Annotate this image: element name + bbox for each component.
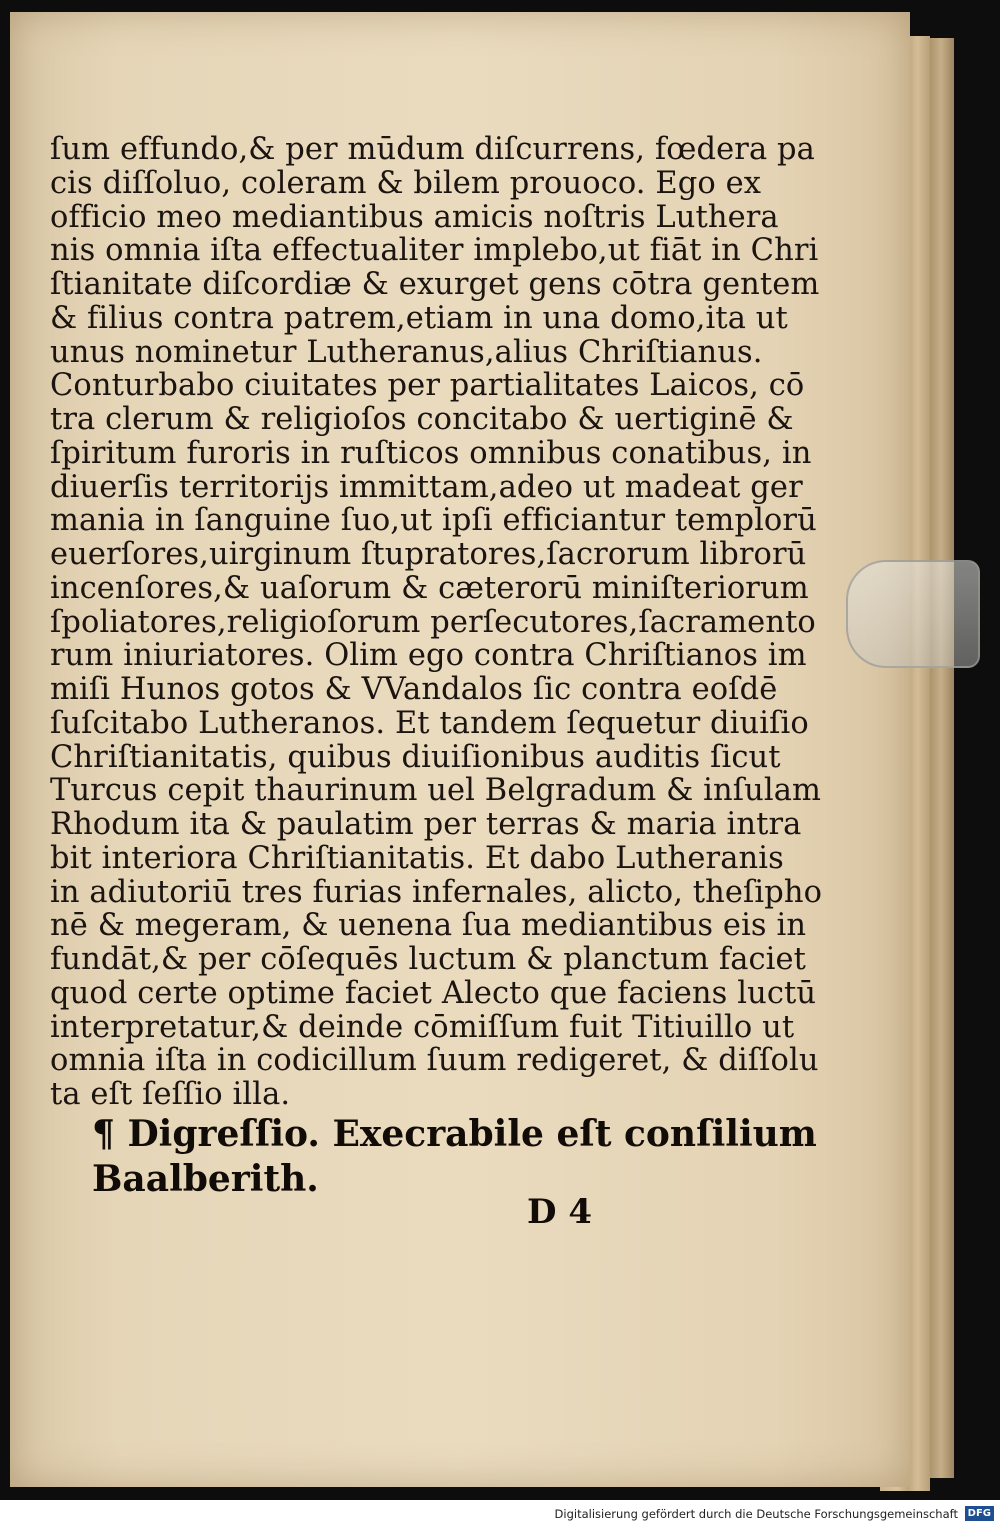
text-line: ſpiritum furoris in ruſticos omnibus conatibus, in: [50, 435, 812, 471]
text-line: ta eſt ſeſſio illa.: [50, 1077, 291, 1112]
text-line: in adiutoriū tres furias infernales, alicto, theſipho: [50, 874, 823, 910]
text-line: ſtianitate diſcordiæ & exurget gens cōtra gentem: [50, 267, 820, 302]
text-line: miſi Hunos gotos & VVandalos ſic contra eoſdē: [50, 672, 778, 707]
text-line: unus nominetur Lutheranus,alius Chriſtianus.: [50, 334, 763, 370]
text-line: ſpoliatores,religioſorum perſecutores,ſacramento: [50, 604, 816, 640]
text-line: cis diſſoluo, coleram & bilem prouoco. Ego ex: [50, 165, 762, 201]
text-line: interpretatur,& deinde cōmiſſum fuit Titiuillo ut: [50, 1009, 795, 1045]
text-line: quod certe optime faciet Alecto que faciens luctū: [50, 975, 817, 1011]
text-line: diuerſis territorijs immittam,adeo ut madeat ger: [50, 469, 803, 505]
footer-credit: Digitalisierung gefördert durch die Deutsche Forschungsgemeinschaft: [554, 1507, 958, 1521]
page-edge-back: [928, 38, 954, 1478]
text-line: euerſores,uirginum ſtupratores,ſacrorum librorū: [50, 537, 807, 572]
text-line: mania in ſanguine ſuo,ut ipſi efficiantur templorū: [50, 503, 817, 539]
text-line: incenſores,& uaſorum & cæterorū miniſteriorum: [50, 570, 809, 606]
text-line: officio meo mediantibus amicis noſtris Luthera: [50, 199, 779, 235]
text-line: & filius contra patrem,etiam in una domo,ita ut: [50, 300, 788, 336]
text-line: bit interiora Chriſtianitatis. Et dabo Lutheranis: [50, 840, 784, 876]
text-line: Rhodum ita & paulatim per terras & maria intra: [50, 807, 802, 842]
book-clip: [846, 560, 980, 668]
text-line: ſum effundo,& per mūdum diſcurrens, fœdera pa: [50, 132, 815, 167]
text-line: Turcus cepit thaurinum uel Belgradum & inſulam: [50, 773, 822, 809]
section-heading: [92, 1112, 817, 1202]
text-line: tra clerum & religioſos concitabo & uertiginē &: [50, 402, 794, 437]
heading-line: Baalberith.: [92, 1158, 319, 1200]
text-line: nē & megeram, & uenena ſua mediantibus eis in: [50, 908, 807, 944]
text-line: omnia iſta in codicillum ſuum redigeret, & diſſolu: [50, 1043, 819, 1079]
footer-bar: [0, 1500, 1000, 1528]
signature-mark: D 4: [527, 1192, 592, 1232]
dfg-logo: DFG: [965, 1506, 994, 1521]
text-line: ſuſcitabo Lutheranos. Et tandem ſequetur diuiſio: [50, 705, 809, 741]
body-text: [50, 132, 823, 1112]
heading-line: ¶ Digreſſio. Execrabile eſt conſilium: [92, 1113, 817, 1155]
text-line: Conturbabo ciuitates per partialitates Laicos, cō: [50, 368, 805, 404]
text-line: fundāt,& per cōſequēs luctum & planctum faciet: [50, 942, 807, 977]
text-line: rum iniuriatores. Olim ego contra Chriſtianos im: [50, 638, 807, 674]
text-line: Chriſtianitatis, quibus diuiſionibus auditis ſicut: [50, 739, 781, 775]
text-line: nis omnia iſta effectualiter implebo,ut fiāt in Chri: [50, 233, 819, 269]
